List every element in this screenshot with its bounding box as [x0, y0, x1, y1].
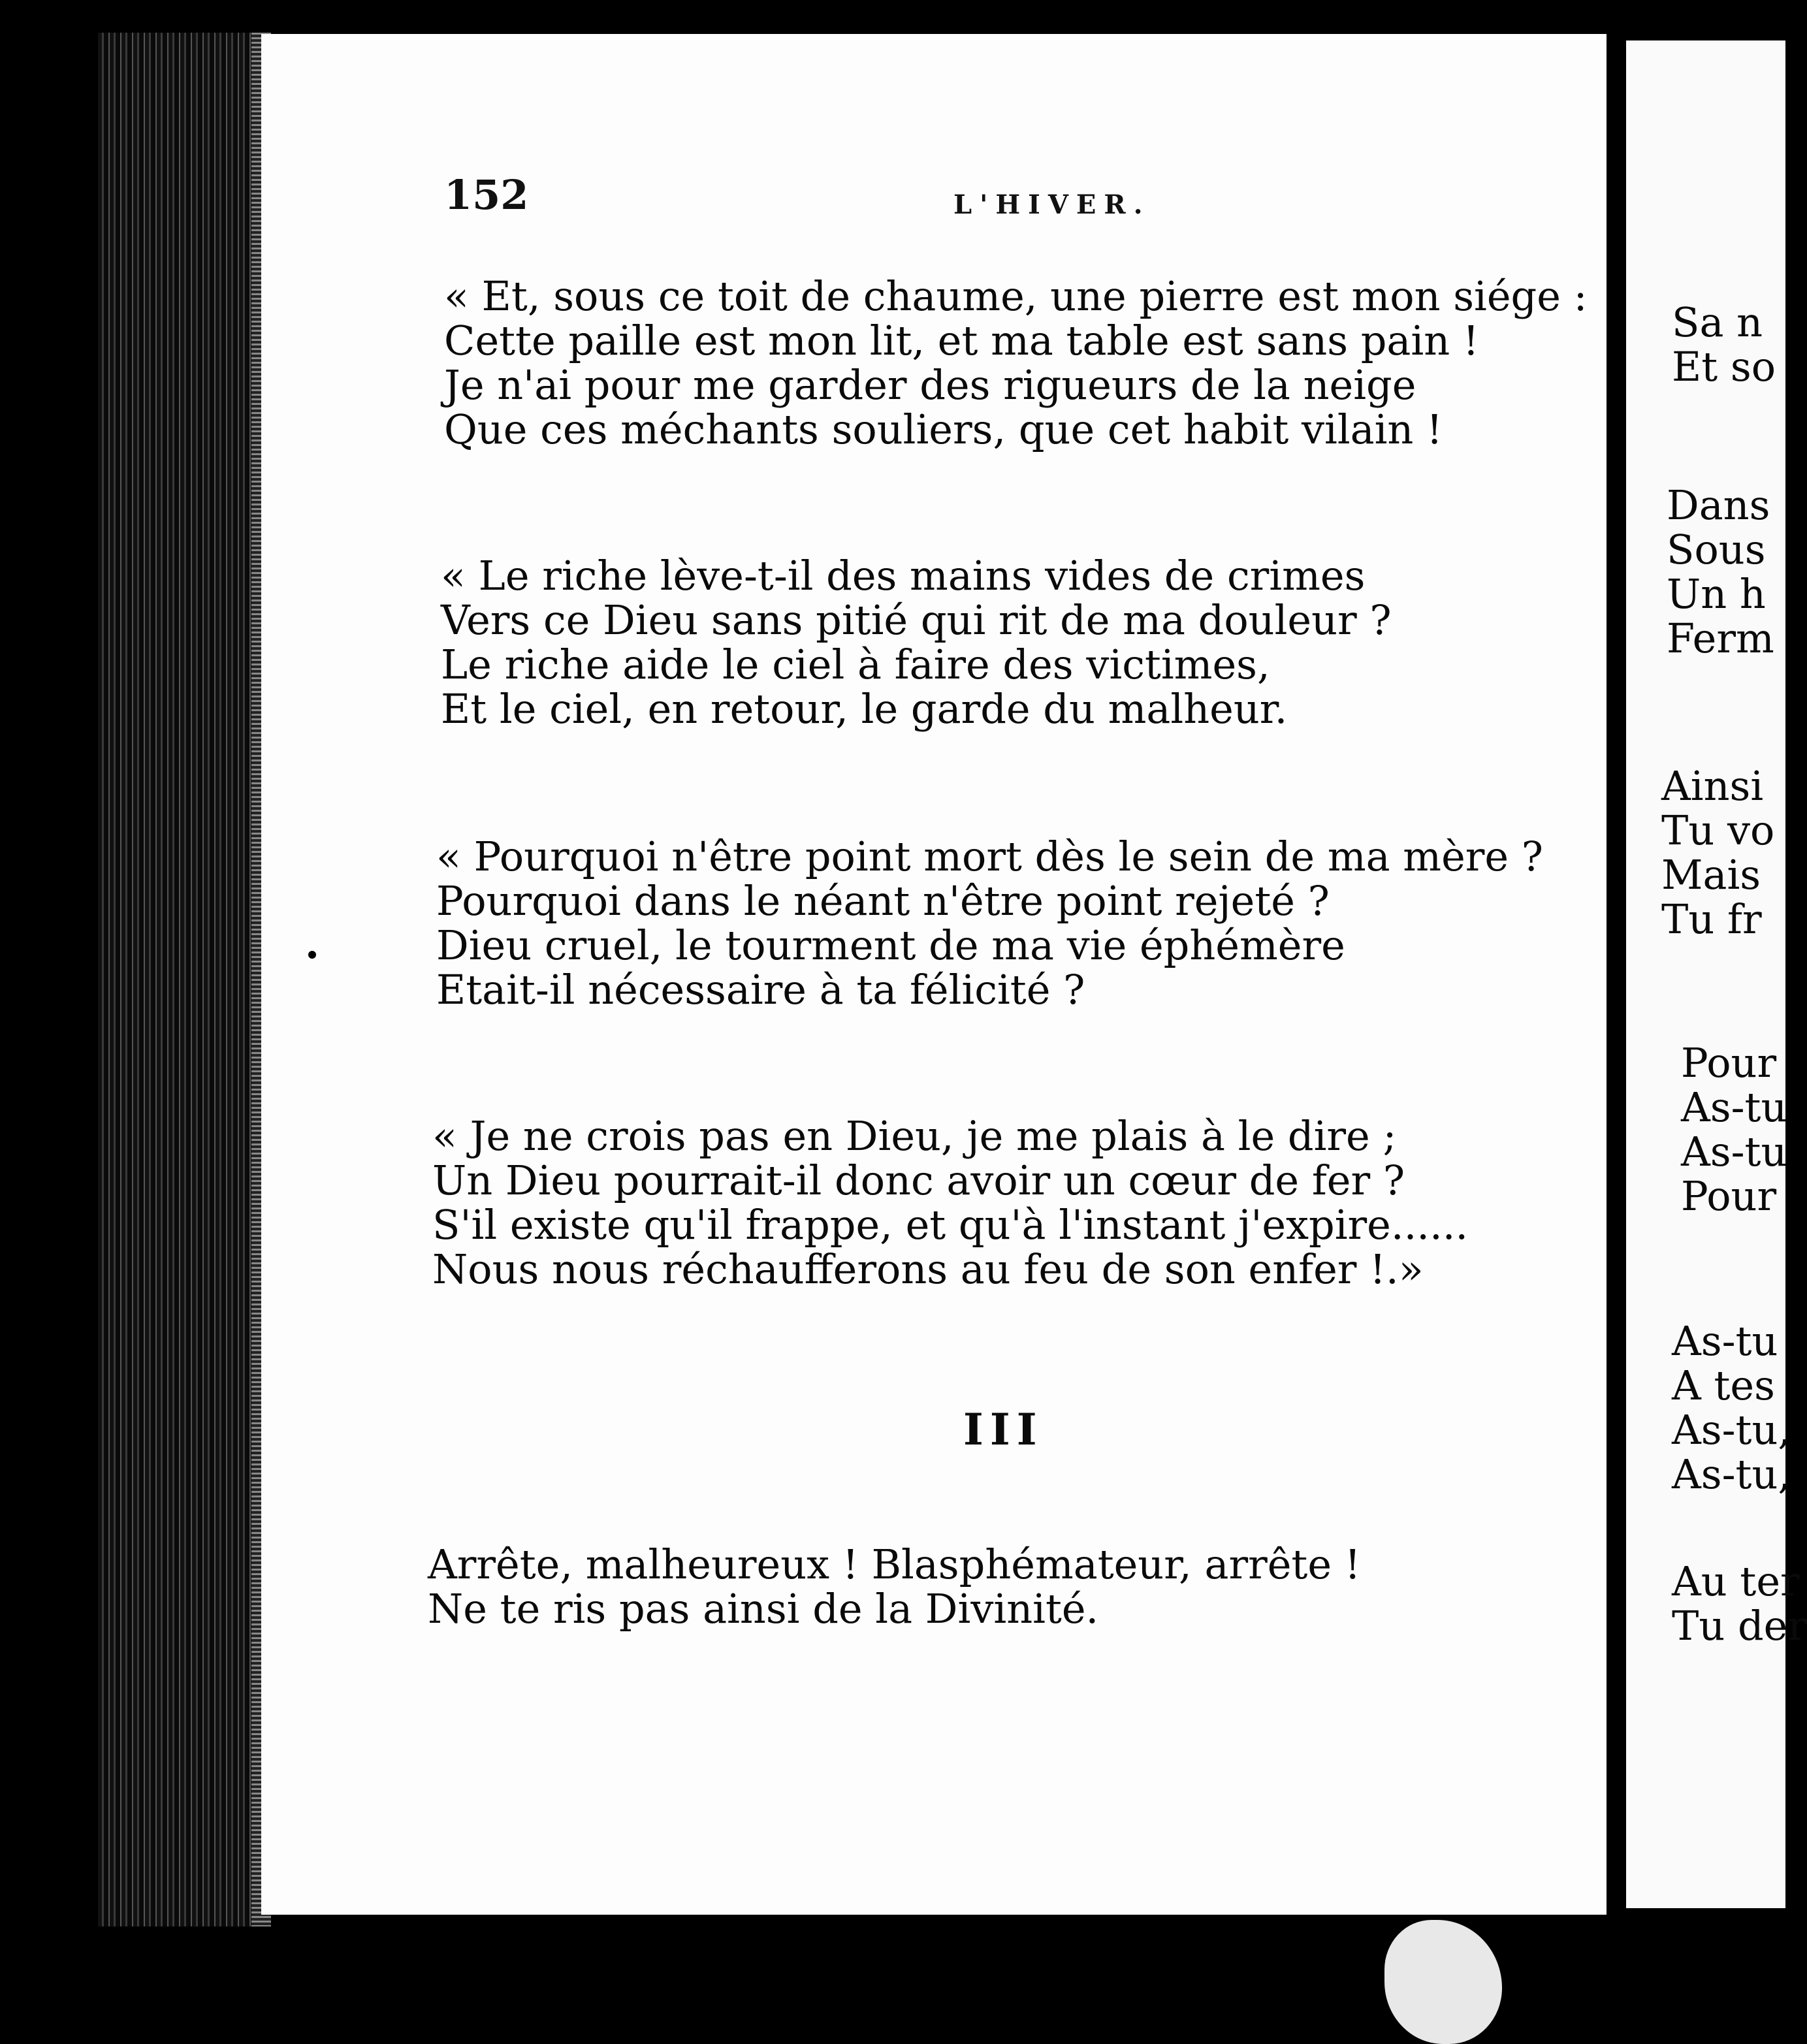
- book-spine: [98, 33, 268, 1926]
- running-title: L'HIVER.: [953, 189, 1151, 220]
- verse-line: Et le ciel, en retour, le garde du malheur.: [441, 685, 1288, 733]
- fragment-line: Sa n: [1672, 298, 1763, 346]
- verse-line: Dieu cruel, le tourment de ma vie éphémère: [436, 921, 1345, 969]
- verse-line: Un Dieu pourrait-il donc avoir un cœur de fer ?: [432, 1157, 1405, 1204]
- fragment-line: Tu vo: [1661, 806, 1775, 854]
- right-fragment-5: [1672, 1319, 1791, 1497]
- fragment-line: Tu der: [1672, 1602, 1807, 1650]
- verse-line: « Le riche lève-t-il des mains vides de crimes: [441, 552, 1366, 599]
- paper-blot: [1384, 1920, 1502, 2044]
- fragment-line: Pour: [1681, 1039, 1777, 1087]
- verse-line: Nous nous réchaufferons au feu de son enfer !.»: [432, 1245, 1424, 1293]
- verse-line: Etait-il nécessaire à ta félicité ?: [436, 966, 1085, 1014]
- verse-line: « Je ne crois pas en Dieu, je me plais à le dire ;: [432, 1112, 1397, 1160]
- verse-line: Pourquoi dans le néant n'être point rejeté ?: [436, 877, 1330, 925]
- fragment-line: As-tu: [1681, 1128, 1787, 1175]
- fragment-line: Au ter: [1672, 1557, 1800, 1605]
- right-fragment-1: [1672, 300, 1776, 389]
- verse-line: Le riche aide le ciel à faire des victimes,: [441, 641, 1270, 688]
- fragment-line: As-tu,: [1672, 1450, 1791, 1498]
- fragment-line: Et so: [1672, 343, 1776, 391]
- verse-line: « Pourquoi n'être point mort dès le sein de ma mère ?: [436, 833, 1544, 880]
- fragment-line: Sous: [1667, 526, 1766, 573]
- verse-line: S'il existe qu'il frappe, et qu'à l'instant j'expire......: [432, 1201, 1469, 1249]
- fragment-line: A tes: [1672, 1362, 1775, 1409]
- verse-line: Cette paille est mon lit, et ma table est sans pain !: [444, 317, 1479, 364]
- ink-speck: [308, 951, 316, 959]
- fragment-line: Un h: [1667, 570, 1766, 618]
- fragment-line: Tu fr: [1661, 895, 1762, 943]
- verse-line: Je n'ai pour me garder des rigueurs de la neige: [444, 361, 1416, 409]
- fragment-line: Ainsi: [1661, 762, 1764, 810]
- fragment-line: As-tu,: [1672, 1406, 1791, 1454]
- fragment-line: As-tu: [1681, 1083, 1787, 1131]
- stanza-1: [444, 274, 1588, 452]
- fragment-line: Mais: [1661, 851, 1761, 899]
- verse-line: « Et, sous ce toit de chaume, une pierre est mon siége :: [444, 272, 1588, 320]
- verse-line: Que ces méchants souliers, que cet habit vilain !: [444, 406, 1443, 453]
- fragment-line: Ferm: [1667, 615, 1774, 662]
- stanza-2: [441, 554, 1392, 731]
- right-fragment-3: [1661, 764, 1774, 942]
- stanza-4: [432, 1114, 1468, 1292]
- right-fragment-2: [1667, 483, 1774, 661]
- right-fragment-6: [1672, 1559, 1807, 1648]
- section-heading: III: [963, 1404, 1044, 1455]
- verse-line: Vers ce Dieu sans pitié qui rit de ma douleur ?: [441, 596, 1392, 644]
- fragment-line: As-tu: [1672, 1317, 1778, 1365]
- right-fragment-4: [1681, 1041, 1787, 1219]
- verse-line: Ne te ris pas ainsi de la Divinité.: [428, 1585, 1099, 1633]
- stanza-5: [428, 1542, 1361, 1631]
- fragment-line: Pour: [1681, 1172, 1777, 1220]
- stanza-3: [436, 835, 1543, 1012]
- page-number: 152: [444, 171, 529, 219]
- verse-line: Arrête, malheureux ! Blasphémateur, arrête !: [428, 1541, 1361, 1588]
- fragment-line: Dans: [1667, 481, 1770, 529]
